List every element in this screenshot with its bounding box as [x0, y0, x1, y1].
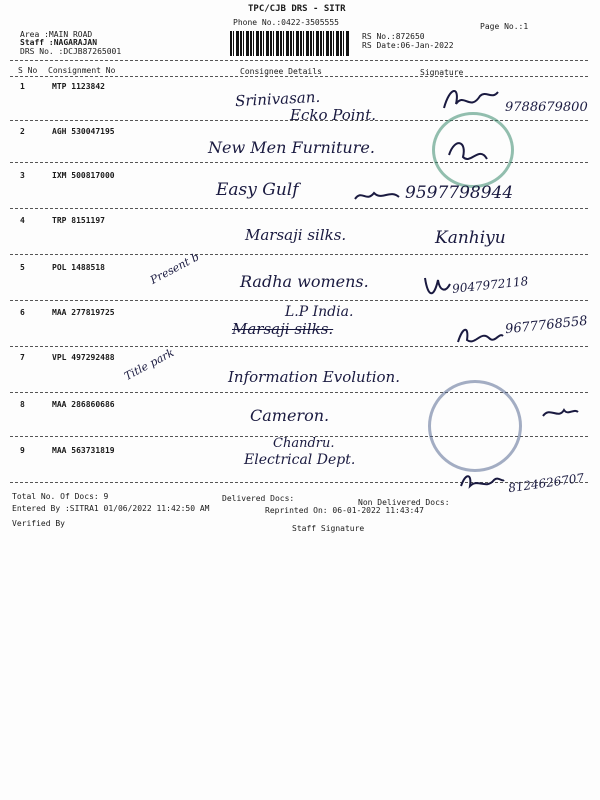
handwritten-phone: 8124626707 [507, 470, 585, 496]
handwritten-consignee-name: Srinivasan. [234, 87, 321, 111]
handwritten-phone: 9788679800 [505, 100, 588, 115]
row-sno: 4 [20, 216, 25, 225]
consignment-number: POL 1488518 [52, 263, 105, 272]
non-delivered-docs: Non Delivered Docs: [358, 498, 450, 507]
handwritten-phone: 9597798944 [405, 183, 514, 203]
handwritten-struck-text: Marsaji silks. [232, 320, 334, 338]
consignment-number: AGH 530047195 [52, 127, 115, 136]
barcode [230, 31, 350, 56]
column-header-sno: S No [18, 66, 38, 75]
row-sno: 6 [20, 308, 25, 317]
consignment-number: MAA 277819725 [52, 308, 115, 317]
handwritten-signature [440, 82, 500, 116]
handwritten-signature [455, 322, 505, 348]
total-docs: Total No. Of Docs: 9 [12, 492, 109, 501]
consignment-number: MAA 286860686 [52, 400, 115, 409]
staff-label: Staff :NAGARAJAN [20, 38, 98, 47]
handwritten-consignee-company: Ecko Point. [290, 106, 377, 124]
handwritten-consignee-company: Cameron. [250, 406, 330, 425]
row-sno: 8 [20, 400, 25, 409]
handwritten-signature [352, 185, 402, 207]
rs-date: RS Date:06-Jan-2022 [362, 41, 454, 50]
handwritten-signature [540, 402, 580, 424]
verified-by: Verified By [12, 519, 65, 528]
column-header-signature: Signature [420, 68, 464, 77]
handwritten-signature [445, 135, 490, 170]
document-title: TPC/CJB DRS - SITR [248, 4, 346, 14]
handwritten-consignee-name: Chandru. [273, 436, 335, 451]
entered-by: Entered By :SITRA1 01/06/2022 11:42:50 AM [12, 504, 210, 513]
column-header-consignee: Consignee Details [240, 67, 322, 76]
handwritten-consignee-company: New Men Furniture. [208, 138, 375, 157]
handwritten-consignee-company: L.P India. [285, 304, 354, 320]
row-sno: 7 [20, 353, 25, 362]
rs-number: RS No.:872650 [362, 32, 425, 41]
consignment-number: MTP 1123842 [52, 82, 105, 91]
row-sno: 1 [20, 82, 25, 91]
row-sno: 9 [20, 446, 25, 455]
consignment-number: IXM 500817000 [52, 171, 115, 180]
row-sno: 5 [20, 263, 25, 272]
handwritten-consignee-company: Radha womens. [240, 272, 369, 291]
delivered-docs: Delivered Docs: [222, 494, 295, 503]
drs-number: DRS No. :DCJB87265001 [20, 47, 122, 56]
handwritten-consignee-company: Electrical Dept. [244, 452, 356, 468]
handwritten-signature: Kanhiyu [435, 228, 506, 248]
handwritten-signature [458, 468, 506, 492]
row-sno: 2 [20, 127, 25, 136]
handwritten-side-note: Present b [148, 250, 202, 287]
handwritten-consignee-company: Marsaji silks. [245, 226, 347, 244]
handwritten-side-note: Title park [122, 346, 177, 383]
row-sno: 3 [20, 171, 25, 180]
reprinted-on: Reprinted On: 06-01-2022 11:43:47 [265, 506, 424, 515]
page-number: Page No.:1 [480, 22, 529, 31]
staff-signature: Staff Signature [292, 524, 365, 533]
handwritten-phone: 9677768558 [504, 313, 589, 338]
company-stamp [428, 380, 522, 472]
consignment-number: MAA 563731819 [52, 446, 115, 455]
consignment-number: TRP 8151197 [52, 216, 105, 225]
consignment-number: VPL 497292488 [52, 353, 115, 362]
handwritten-consignee-company: Easy Gulf [216, 180, 299, 200]
column-header-consignment: Consignment No [48, 66, 116, 75]
handwritten-consignee-company: Information Evolution. [228, 368, 400, 386]
handwritten-phone: 9047972118 [451, 274, 529, 296]
handwritten-signature [422, 274, 452, 300]
phone-number: Phone No.:0422-3505555 [233, 18, 339, 27]
area-label: Area :MAIN ROAD [20, 30, 93, 39]
